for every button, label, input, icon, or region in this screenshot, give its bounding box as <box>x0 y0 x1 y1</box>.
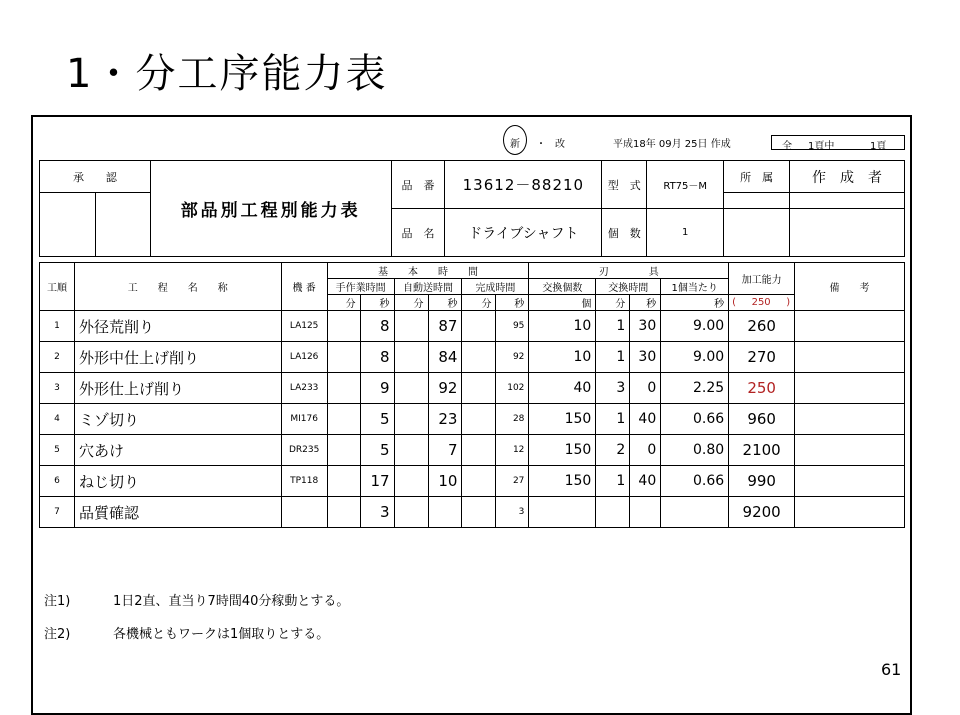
per-piece-sec-cell: 9.00 <box>661 311 729 342</box>
auto-min-cell <box>394 435 428 466</box>
qty-value: 1 <box>647 209 724 257</box>
unit-min: 分 <box>327 295 360 311</box>
auto-min-cell <box>394 373 428 404</box>
exch-sec-cell: 30 <box>630 311 661 342</box>
page-count-box <box>771 135 905 150</box>
auto-sec-cell <box>428 497 462 528</box>
approval-label: 承 認 <box>40 161 151 193</box>
exch-sec-cell: 40 <box>630 404 661 435</box>
manual-sec-cell: 8 <box>360 342 394 373</box>
remarks-header: 備 考 <box>795 263 905 311</box>
exch-qty-cell: 10 <box>529 311 596 342</box>
machine-no-cell: LA126 <box>281 342 327 373</box>
auto-min-cell <box>394 342 428 373</box>
part-no-label: 品 番 <box>391 161 445 209</box>
auto-time-header: 自動送時間 <box>394 279 462 295</box>
complete-sec-cell: 12 <box>496 435 529 466</box>
form-title: 部品別工程別能力表 <box>150 161 391 257</box>
remarks-cell <box>795 466 905 497</box>
manual-sec-cell: 9 <box>360 373 394 404</box>
col-process-header: 工 程 名 称 <box>74 263 281 311</box>
complete-min-cell <box>462 466 496 497</box>
note-2-text: 各機械ともワークは1個取りとする。 <box>113 627 330 642</box>
capacity-target: ( ) 250 <box>729 295 795 311</box>
complete-sec-cell: 27 <box>496 466 529 497</box>
exch-sec-cell: 0 <box>630 435 661 466</box>
approval-stamp-1 <box>40 193 96 257</box>
new-label: 新 <box>510 139 520 150</box>
exch-min-cell <box>596 497 630 528</box>
unit-sec: 秒 <box>661 295 729 311</box>
process-name-cell: ねじ切り <box>74 466 281 497</box>
slide-title: 1・分工序能力表 <box>66 51 388 97</box>
machine-no-cell: DR235 <box>281 435 327 466</box>
remarks-cell <box>795 373 905 404</box>
row-no-cell: 1 <box>40 311 75 342</box>
per-piece-sec-cell: 0.66 <box>661 466 729 497</box>
table-row <box>40 342 905 373</box>
process-name-cell: 外径荒削り <box>74 311 281 342</box>
basic-time-header: 基 本 時 間 <box>327 263 529 279</box>
exch-time-header: 交換時間 <box>596 279 661 295</box>
complete-min-cell <box>462 373 496 404</box>
row-no-cell: 4 <box>40 404 75 435</box>
exch-qty-cell: 150 <box>529 435 596 466</box>
remarks-cell <box>795 311 905 342</box>
unit-min: 分 <box>596 295 630 311</box>
col-machine-header: 機 番 <box>281 263 327 311</box>
manual-min-cell <box>327 311 360 342</box>
complete-min-cell <box>462 404 496 435</box>
exch-qty-cell: 150 <box>529 466 596 497</box>
page-number: 61 <box>881 660 902 679</box>
capacity-cell: 260 <box>729 311 795 342</box>
table-row <box>40 311 905 342</box>
capacity-cell: 2100 <box>729 435 795 466</box>
col-no-header: 工順 <box>40 263 75 311</box>
process-name-cell: 外形仕上げ削り <box>74 373 281 404</box>
complete-time-header: 完成時間 <box>462 279 529 295</box>
machine-no-cell: LA233 <box>281 373 327 404</box>
auto-sec-cell: 84 <box>428 342 462 373</box>
per-piece-header: 1個当たり <box>661 279 729 295</box>
exch-sec-cell: 30 <box>630 342 661 373</box>
page-of-label: 1頁中 <box>808 141 835 152</box>
approval-stamp-2 <box>95 193 150 257</box>
unit-sec: 秒 <box>630 295 661 311</box>
page-total-label: 全 <box>782 141 792 152</box>
note-2-label: 注2) <box>44 627 71 642</box>
auto-min-cell <box>394 466 428 497</box>
exch-min-cell: 1 <box>596 342 630 373</box>
model-value: RT75－M <box>647 161 724 209</box>
row-no-cell: 2 <box>40 342 75 373</box>
unit-sec: 秒 <box>496 295 529 311</box>
unit-sec: 秒 <box>428 295 462 311</box>
complete-min-cell <box>462 497 496 528</box>
row-no-cell: 6 <box>40 466 75 497</box>
model-label: 型 式 <box>602 161 647 209</box>
remarks-cell <box>795 435 905 466</box>
manual-min-cell <box>327 373 360 404</box>
exch-qty-cell: 10 <box>529 342 596 373</box>
part-no-value: 13612－88210 <box>445 161 602 209</box>
capacity-cell: 960 <box>729 404 795 435</box>
exch-min-cell: 2 <box>596 435 630 466</box>
dept-value <box>724 193 790 209</box>
dept-label: 所 属 <box>724 161 790 193</box>
exch-qty-cell: 150 <box>529 404 596 435</box>
auto-sec-cell: 23 <box>428 404 462 435</box>
exch-sec-cell: 40 <box>630 466 661 497</box>
dept-extra <box>724 209 790 257</box>
auto-min-cell <box>394 497 428 528</box>
note-1-label: 注1) <box>44 594 71 609</box>
exch-min-cell: 1 <box>596 404 630 435</box>
qty-label: 個 数 <box>602 209 647 257</box>
exch-sec-cell <box>630 497 661 528</box>
capacity-target-value: 250 <box>751 297 771 308</box>
exch-qty-cell: 40 <box>529 373 596 404</box>
manual-min-cell <box>327 404 360 435</box>
page-num-label: 1頁 <box>870 141 887 152</box>
part-name-value: ドライブシャフト <box>445 209 602 257</box>
dot-label: ・ <box>536 139 546 150</box>
manual-min-cell <box>327 497 360 528</box>
complete-min-cell <box>462 435 496 466</box>
manual-sec-cell: 3 <box>360 497 394 528</box>
exch-qty-header: 交換個数 <box>529 279 596 295</box>
exch-sec-cell: 0 <box>630 373 661 404</box>
per-piece-sec-cell: 0.80 <box>661 435 729 466</box>
remarks-cell <box>795 497 905 528</box>
author-value <box>790 193 905 209</box>
row-no-cell: 3 <box>40 373 75 404</box>
manual-min-cell <box>327 435 360 466</box>
process-name-cell: 外形中仕上げ削り <box>74 342 281 373</box>
auto-sec-cell: 92 <box>428 373 462 404</box>
process-name-cell: ミゾ切り <box>74 404 281 435</box>
capacity-cell: 990 <box>729 466 795 497</box>
table-row <box>40 435 905 466</box>
machine-no-cell: MI176 <box>281 404 327 435</box>
capacity-cell: 250 <box>729 373 795 404</box>
unit-min: 分 <box>394 295 428 311</box>
auto-min-cell <box>394 311 428 342</box>
row-no-cell: 5 <box>40 435 75 466</box>
creation-date: 平成18年 09月 25日 作成 <box>613 139 731 150</box>
exch-qty-cell <box>529 497 596 528</box>
auto-sec-cell: 10 <box>428 466 462 497</box>
machine-no-cell <box>281 497 327 528</box>
machine-no-cell: TP118 <box>281 466 327 497</box>
capacity-cell: 270 <box>729 342 795 373</box>
info-table <box>39 160 905 257</box>
exch-min-cell: 3 <box>596 373 630 404</box>
exch-min-cell: 1 <box>596 466 630 497</box>
complete-min-cell <box>462 311 496 342</box>
table-row <box>40 404 905 435</box>
per-piece-sec-cell: 0.66 <box>661 404 729 435</box>
auto-sec-cell: 7 <box>428 435 462 466</box>
complete-sec-cell: 28 <box>496 404 529 435</box>
table-row <box>40 373 905 404</box>
per-piece-sec-cell: 2.25 <box>661 373 729 404</box>
process-name-cell: 品質確認 <box>74 497 281 528</box>
exch-min-cell: 1 <box>596 311 630 342</box>
unit-piece: 個 <box>529 295 596 311</box>
manual-min-cell <box>327 466 360 497</box>
unit-min: 分 <box>462 295 496 311</box>
remarks-cell <box>795 404 905 435</box>
manual-sec-cell: 5 <box>360 404 394 435</box>
manual-time-header: 手作業時間 <box>327 279 394 295</box>
note-1-text: 1日2直、直当り7時間40分稼動とする。 <box>113 594 350 609</box>
unit-sec: 秒 <box>360 295 394 311</box>
manual-sec-cell: 5 <box>360 435 394 466</box>
author-label: 作 成 者 <box>790 161 905 193</box>
capacity-cell: 9200 <box>729 497 795 528</box>
process-table <box>39 262 905 528</box>
table-row <box>40 497 905 528</box>
complete-min-cell <box>462 342 496 373</box>
complete-sec-cell: 92 <box>496 342 529 373</box>
tool-header: 刃 具 <box>529 263 729 279</box>
capacity-header: 加工能力 <box>729 263 795 295</box>
complete-sec-cell: 102 <box>496 373 529 404</box>
manual-min-cell <box>327 342 360 373</box>
author-extra <box>790 209 905 257</box>
auto-sec-cell: 87 <box>428 311 462 342</box>
per-piece-sec-cell: 9.00 <box>661 342 729 373</box>
per-piece-sec-cell <box>661 497 729 528</box>
manual-sec-cell: 8 <box>360 311 394 342</box>
row-no-cell: 7 <box>40 497 75 528</box>
complete-sec-cell: 95 <box>496 311 529 342</box>
part-name-label: 品 名 <box>391 209 445 257</box>
remarks-cell <box>795 342 905 373</box>
process-name-cell: 穴あけ <box>74 435 281 466</box>
revise-label: 改 <box>555 139 565 150</box>
auto-min-cell <box>394 404 428 435</box>
table-row <box>40 466 905 497</box>
manual-sec-cell: 17 <box>360 466 394 497</box>
complete-sec-cell: 3 <box>496 497 529 528</box>
machine-no-cell: LA125 <box>281 311 327 342</box>
